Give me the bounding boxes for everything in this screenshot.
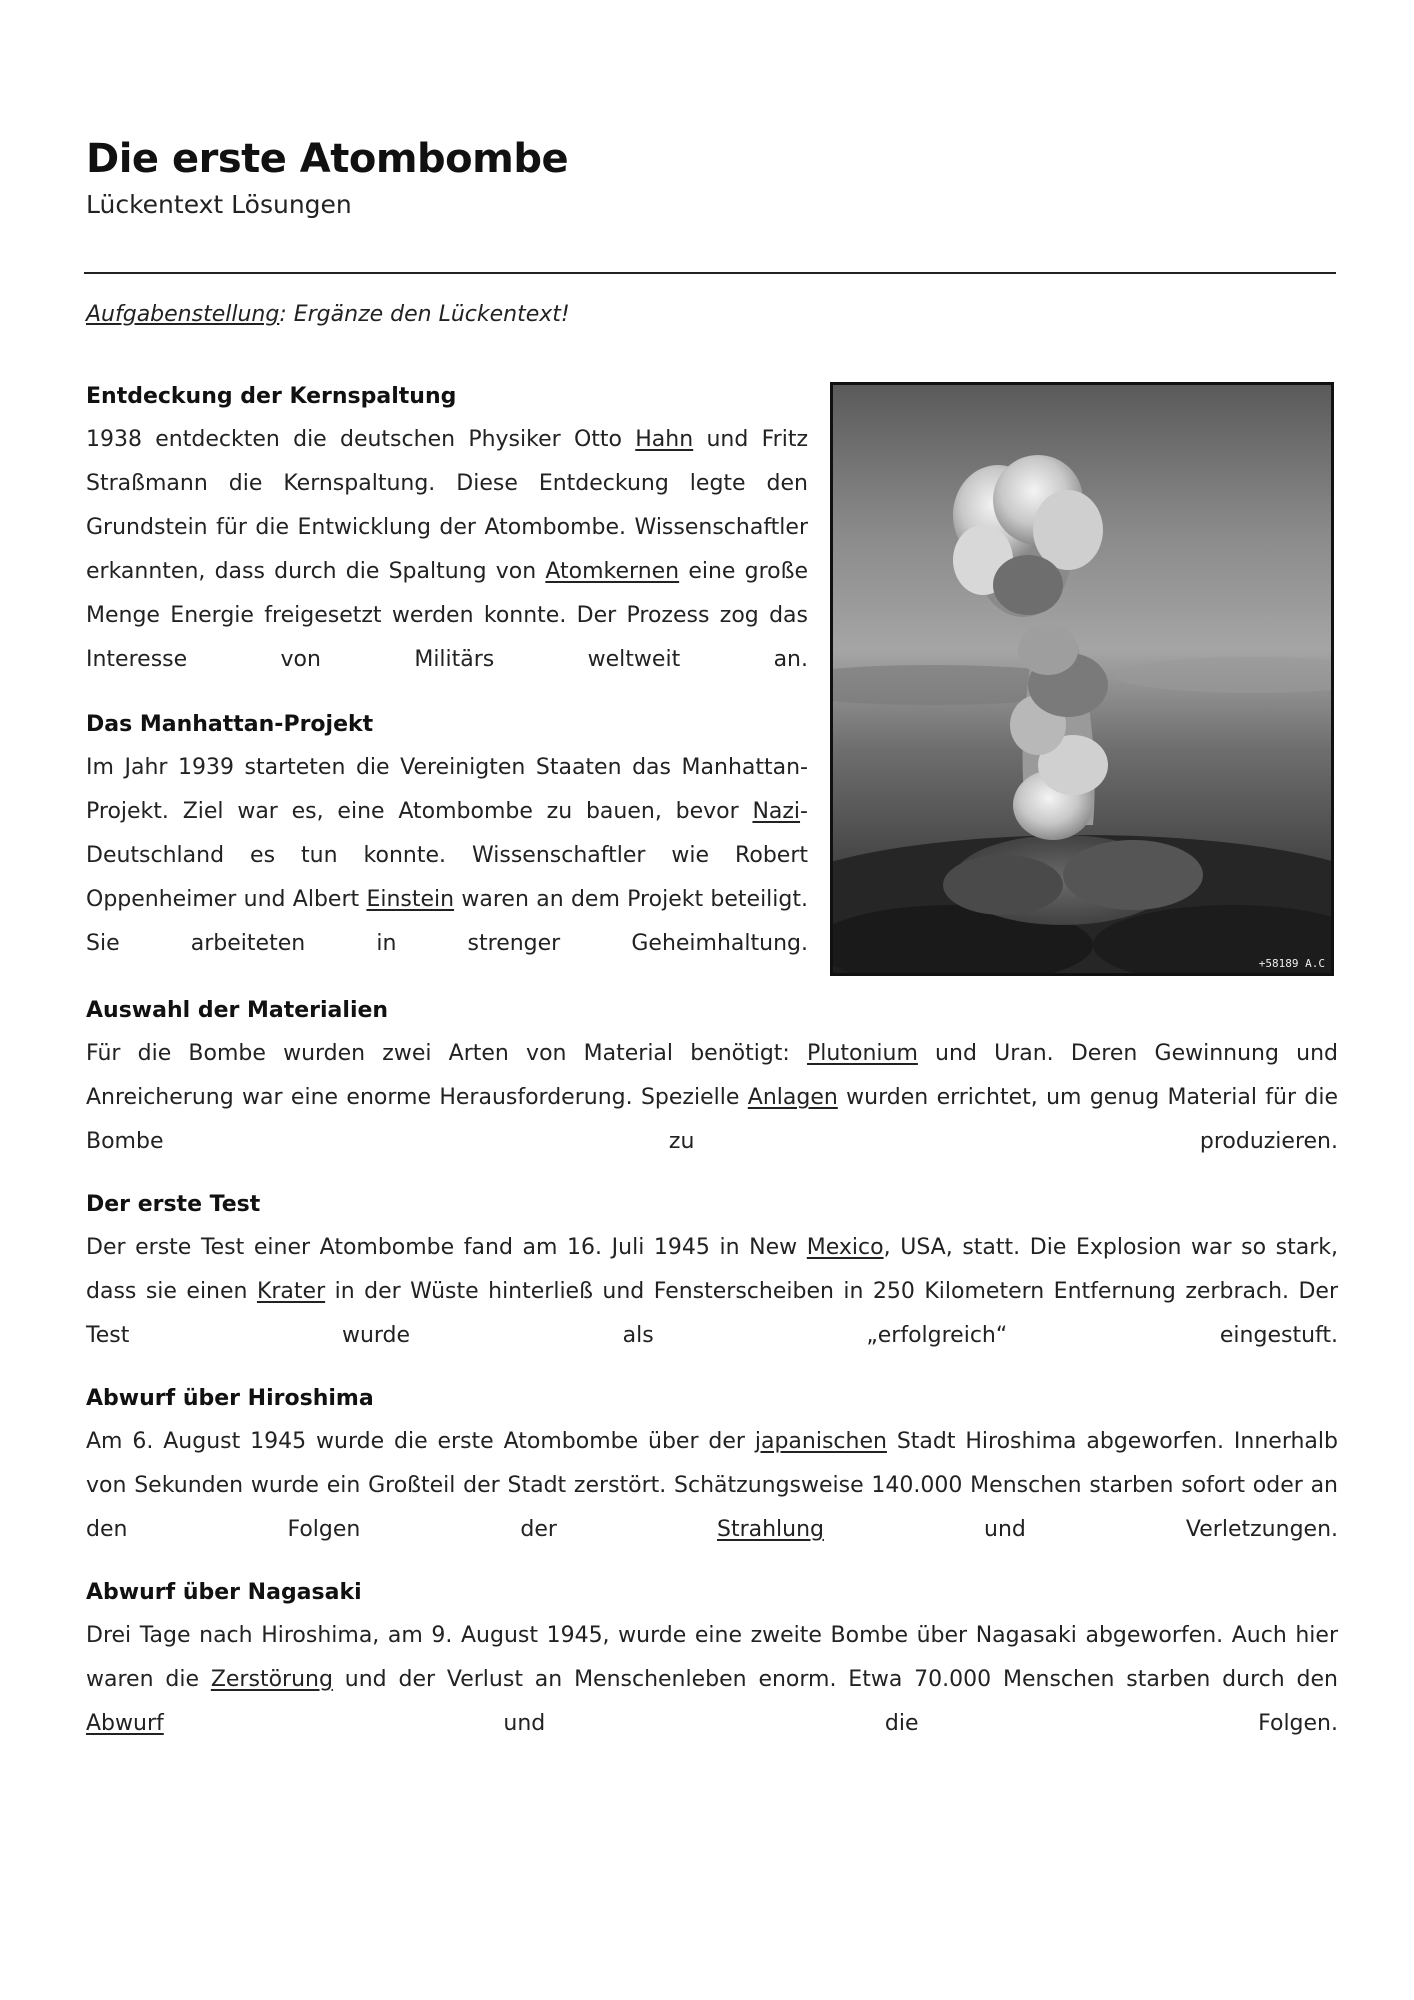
task-label: Aufgabenstellung [86, 302, 280, 327]
text-run: Stadt Hiroshima abgeworfen. Innerhalb von Sekunden wurde ein Großteil der Stadt zerstört. Schätzungsweise 140.000 Menschen starben sofort oder an den Folgen der [86, 1429, 1338, 1542]
answer-word: japanischen [754, 1429, 887, 1454]
text-run: Für die Bombe wurden zwei Arten von Material benötigt: [86, 1041, 808, 1066]
answer-word: Einstein [366, 887, 455, 912]
section-body [86, 1614, 1338, 1790]
text-run: in der Wüste hinterließ und Fensterscheiben in 250 Kilometern Entfernung zerbrach. Der Test wurde als „erfolgreich“ eingestuft. [86, 1279, 1338, 1348]
answer-word: Zerstörung [210, 1667, 333, 1692]
text-run: Im Jahr 1939 starteten die Vereinigten Staaten das Manhattan-Projekt. Ziel war es, eine Atombombe zu bauen, bevor [86, 755, 808, 824]
answer-word: Nazi [752, 799, 801, 824]
page-title: Die erste Atombombe [86, 136, 569, 182]
text-run: waren an dem Projekt beteiligt. Sie arbeiteten in strenger Geheimhaltung. [86, 887, 808, 956]
text-run: und Verletzungen. [824, 1517, 1339, 1542]
answer-word: Atomkernen [545, 559, 680, 584]
section-hiroshima [86, 1378, 1338, 1596]
section-materialien [86, 990, 1338, 1208]
section-body [86, 1226, 1338, 1402]
mushroom-cloud-photo [830, 382, 1334, 976]
text-run: Drei Tage nach Hiroshima, am 9. August 1945, wurde eine zweite Bombe über Nagasaki abgeworfen. Auch hier waren die [86, 1623, 1338, 1692]
task-instruction [86, 302, 570, 327]
section-nagasaki [86, 1572, 1338, 1790]
text-run: und Uran. Deren Gewinnung und Anreicherung war eine enorme Herausforderung. Spezielle [86, 1041, 1338, 1110]
header-divider [84, 272, 1336, 274]
section-heading: Der erste Test [86, 1192, 261, 1217]
text-run: wurden errichtet, um genug Material für die Bombe zu produzieren. [86, 1085, 1339, 1154]
text-run: -Deutschland es tun konnte. Wissenschaftler wie Robert Oppenheimer und Albert [86, 799, 808, 912]
answer-word: Plutonium [807, 1041, 918, 1066]
section-entdeckung [86, 376, 808, 726]
text-run: eine große Menge Energie freigesetzt werden konnte. Der Prozess zog das Interesse von Militärs weltweit an. [86, 559, 808, 672]
section-heading: Auswahl der Materialien [86, 998, 389, 1023]
photo-code: +58189 A.C [1258, 957, 1325, 970]
section-heading: Abwurf über Hiroshima [86, 1386, 374, 1411]
text-run: , USA, statt. Die Explosion war so stark, dass sie einen [86, 1235, 1339, 1304]
text-run: und Fritz Straßmann die Kernspaltung. Diese Entdeckung legte den Grundstein für die Entwicklung der Atombombe. Wissenschaftler erkannten, dass durch die Spaltung von [86, 427, 808, 584]
text-run: und der Verlust an Menschenleben enorm. Etwa 70.000 Menschen starben durch den [332, 1667, 1338, 1692]
section-body [86, 418, 808, 726]
task-text: : Ergänze den Lückentext! [279, 302, 570, 327]
answer-word: Mexico [806, 1235, 884, 1260]
worksheet-page [86, 0, 1338, 2000]
section-heading: Entdeckung der Kernspaltung [86, 384, 457, 409]
section-heading: Abwurf über Nagasaki [86, 1580, 362, 1605]
section-body [86, 1032, 1338, 1208]
answer-word: Krater [256, 1279, 326, 1304]
text-run: 1938 entdeckten die deutschen Physiker Otto [86, 427, 636, 452]
answer-word: Anlagen [747, 1085, 838, 1110]
section-body [86, 746, 808, 1010]
mushroom-cloud-image [833, 385, 1331, 973]
text-run: Am 6. August 1945 wurde die erste Atombombe über der [86, 1429, 755, 1454]
section-manhattan [86, 704, 808, 1010]
answer-word: Hahn [635, 427, 694, 452]
text-run: und die Folgen. [163, 1711, 1338, 1736]
text-run: Der erste Test einer Atombombe fand am 16. Juli 1945 in New [86, 1235, 807, 1260]
page-subtitle: Lückentext Lösungen [86, 190, 352, 219]
section-heading: Das Manhattan-Projekt [86, 712, 374, 737]
section-erster-test [86, 1184, 1338, 1402]
answer-word: Strahlung [716, 1517, 825, 1542]
answer-word: Abwurf [86, 1711, 164, 1736]
section-body [86, 1420, 1338, 1596]
